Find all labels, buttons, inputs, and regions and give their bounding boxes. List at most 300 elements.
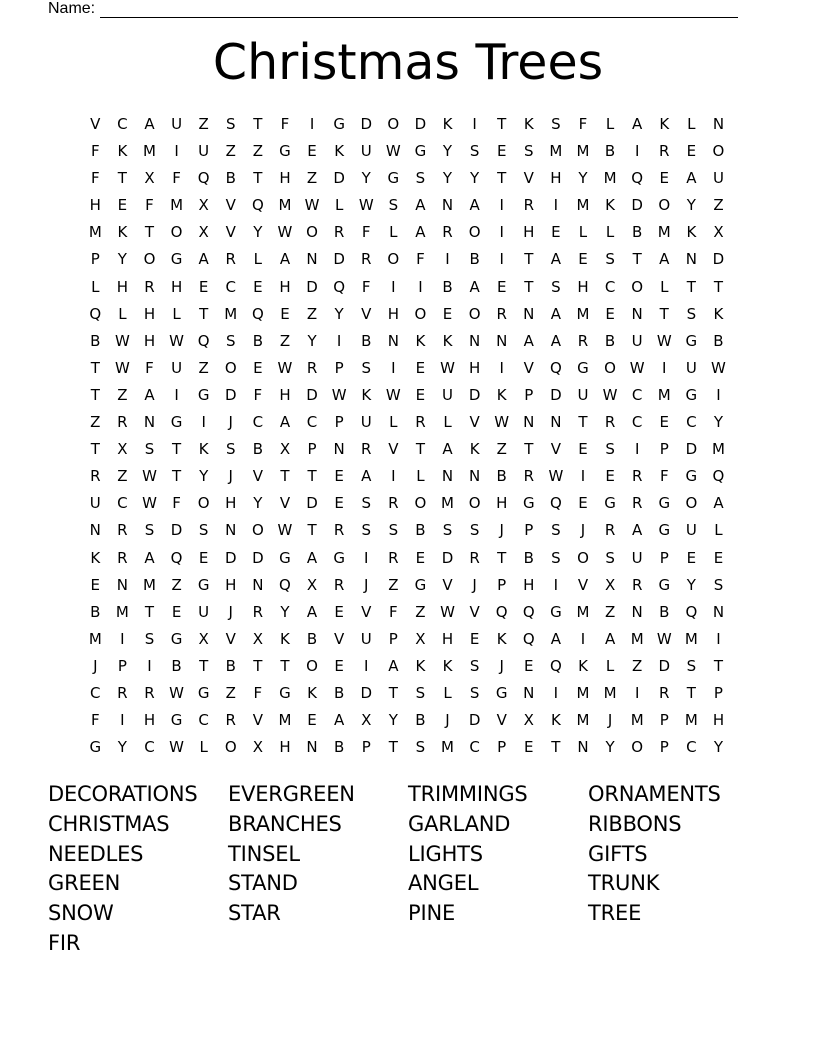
grid-letter: Q bbox=[495, 602, 509, 621]
grid-letter: S bbox=[469, 656, 480, 675]
grid-letter: A bbox=[632, 115, 643, 133]
grid-letter: A bbox=[361, 467, 372, 486]
word-list-item: SNOW bbox=[48, 901, 114, 926]
grid-letter: A bbox=[686, 169, 697, 188]
grid-letter: Q bbox=[279, 575, 292, 594]
grid-letter: Z bbox=[306, 169, 318, 188]
grid-letter: O bbox=[251, 521, 265, 540]
grid-letter: S bbox=[144, 440, 155, 459]
grid-letter: A bbox=[659, 250, 670, 269]
grid-letter: M bbox=[657, 223, 672, 242]
grid-letter: R bbox=[252, 602, 264, 621]
grid-letter: N bbox=[631, 304, 644, 323]
grid-letter: R bbox=[577, 331, 589, 350]
grid-letter: S bbox=[415, 169, 426, 188]
grid-letter: A bbox=[279, 250, 291, 269]
word-list-item: BRANCHES bbox=[228, 811, 342, 836]
grid-letter: T bbox=[686, 683, 697, 702]
grid-letter: H bbox=[496, 494, 508, 513]
grid-letter: T bbox=[253, 115, 263, 133]
grid-letter: W bbox=[277, 521, 293, 540]
grid-letter: N bbox=[441, 467, 454, 486]
grid-letter: R bbox=[604, 413, 616, 432]
grid-letter: N bbox=[306, 250, 319, 269]
grid-letter: A bbox=[415, 196, 427, 215]
grid-letter: Z bbox=[604, 602, 616, 621]
grid-letter: H bbox=[143, 331, 156, 350]
grid-letter: Y bbox=[470, 169, 480, 188]
grid-letter: G bbox=[577, 358, 590, 377]
grid-letter: Q bbox=[549, 494, 563, 513]
grid-letter: W bbox=[440, 358, 456, 377]
grid-letter: Y bbox=[442, 142, 453, 161]
grid-letter: R bbox=[90, 467, 102, 486]
grid-letter: H bbox=[279, 385, 292, 404]
grid-letter: F bbox=[253, 683, 263, 702]
grid-letter: S bbox=[551, 521, 562, 540]
grid-letter: G bbox=[170, 711, 183, 730]
grid-letter: H bbox=[225, 494, 237, 513]
grid-letter: X bbox=[252, 629, 264, 648]
grid-letter: I bbox=[309, 115, 315, 133]
grid-letter: X bbox=[604, 575, 616, 594]
grid-letter: K bbox=[280, 629, 291, 648]
grid-letter: Q bbox=[170, 548, 183, 567]
grid-letter: S bbox=[551, 115, 562, 133]
grid-letter: Z bbox=[171, 575, 183, 594]
grid-letter: I bbox=[553, 575, 559, 594]
grid-letter: Y bbox=[686, 575, 697, 594]
grid-letter: K bbox=[496, 385, 508, 404]
grid-letter: S bbox=[361, 494, 372, 513]
grid-letter: S bbox=[144, 629, 155, 648]
grid-letter: G bbox=[387, 169, 400, 188]
grid-letter: T bbox=[497, 115, 507, 133]
letter-grid bbox=[82, 114, 732, 764]
grid-letter: E bbox=[686, 548, 697, 567]
grid-letter: Q bbox=[197, 169, 211, 188]
grid-letter: P bbox=[90, 250, 101, 269]
grid-letter: L bbox=[714, 521, 724, 540]
grid-letter: S bbox=[713, 575, 724, 594]
grid-letter: C bbox=[604, 277, 616, 296]
grid-letter: I bbox=[391, 467, 397, 486]
grid-letter: N bbox=[441, 196, 454, 215]
grid-letter: F bbox=[659, 467, 670, 486]
grid-letter: W bbox=[440, 602, 456, 621]
grid-letter: K bbox=[198, 440, 210, 459]
word-list-item: TREE bbox=[588, 901, 642, 926]
grid-letter: X bbox=[198, 223, 210, 242]
grid-letter: M bbox=[549, 142, 563, 161]
grid-letter: F bbox=[90, 169, 101, 188]
grid-letter: M bbox=[603, 683, 618, 702]
grid-letter: G bbox=[197, 575, 210, 594]
grid-letter: I bbox=[364, 656, 369, 675]
grid-letter: Q bbox=[89, 304, 102, 323]
grid-letter: O bbox=[604, 358, 617, 377]
grid-letter: C bbox=[198, 711, 210, 730]
grid-letter: Q bbox=[712, 467, 725, 486]
grid-letter: B bbox=[713, 331, 725, 350]
grid-letter: P bbox=[497, 738, 507, 757]
grid-letter: H bbox=[468, 358, 481, 377]
grid-letter: S bbox=[524, 142, 535, 161]
grid-letter: E bbox=[171, 602, 182, 621]
grid-letter: N bbox=[468, 467, 481, 486]
grid-letter: X bbox=[523, 711, 535, 730]
grid-letter: B bbox=[171, 656, 183, 675]
word-list-item: CHRISTMAS bbox=[48, 811, 170, 836]
grid-letter: S bbox=[551, 548, 562, 567]
grid-letter: W bbox=[629, 358, 646, 377]
grid-letter: Y bbox=[280, 602, 291, 621]
grid-letter: M bbox=[657, 385, 672, 404]
grid-letter: C bbox=[117, 494, 129, 513]
grid-letter: A bbox=[388, 656, 399, 675]
word-list-item: RIBBONS bbox=[588, 811, 682, 836]
grid-letter: X bbox=[713, 223, 725, 242]
grid-letter: V bbox=[496, 711, 508, 730]
word-list-item: GARLAND bbox=[408, 811, 511, 836]
grid-letter: O bbox=[387, 250, 400, 269]
grid-letter: R bbox=[631, 575, 643, 594]
grid-letter: E bbox=[307, 142, 318, 161]
grid-letter: J bbox=[607, 711, 613, 730]
grid-letter: E bbox=[334, 467, 345, 486]
grid-letter: M bbox=[143, 575, 157, 594]
grid-letter: P bbox=[659, 711, 670, 730]
grid-letter: M bbox=[576, 683, 590, 702]
grid-letter: J bbox=[499, 656, 505, 675]
grid-letter: K bbox=[442, 331, 453, 350]
grid-letter: V bbox=[334, 629, 345, 648]
grid-letter: O bbox=[414, 494, 427, 513]
grid-letter: E bbox=[713, 548, 724, 567]
word-list-item: GREEN bbox=[48, 871, 121, 896]
grid-letter: U bbox=[360, 413, 373, 432]
word-list-item: ANGEL bbox=[408, 871, 479, 896]
grid-letter: T bbox=[632, 250, 643, 269]
grid-letter: H bbox=[143, 304, 156, 323]
grid-letter: R bbox=[117, 683, 129, 702]
grid-letter: K bbox=[117, 142, 128, 161]
grid-letter: N bbox=[116, 575, 129, 594]
grid-letter: B bbox=[496, 467, 508, 486]
grid-letter: R bbox=[631, 467, 643, 486]
grid-letter: D bbox=[170, 521, 183, 540]
grid-letter: I bbox=[364, 548, 369, 567]
grid-letter: K bbox=[361, 385, 372, 404]
grid-letter: E bbox=[198, 548, 209, 567]
grid-letter: W bbox=[169, 683, 185, 702]
grid-letter: O bbox=[658, 196, 671, 215]
grid-letter: Y bbox=[713, 413, 724, 432]
grid-letter: E bbox=[198, 277, 209, 296]
grid-letter: S bbox=[388, 521, 399, 540]
grid-letter: W bbox=[114, 331, 131, 350]
grid-letter: Q bbox=[333, 277, 346, 296]
grid-letter: T bbox=[307, 467, 318, 486]
grid-letter: B bbox=[659, 602, 670, 621]
grid-letter: M bbox=[224, 304, 238, 323]
grid-letter: J bbox=[228, 602, 234, 621]
grid-letter: Y bbox=[117, 250, 128, 269]
grid-letter: K bbox=[90, 548, 101, 567]
grid-letter: C bbox=[225, 277, 237, 296]
grid-letter: F bbox=[90, 711, 101, 730]
grid-letter: O bbox=[387, 115, 400, 133]
grid-letter: W bbox=[169, 738, 185, 757]
grid-letter: D bbox=[468, 385, 481, 404]
grid-letter: V bbox=[550, 440, 562, 459]
grid-letter: I bbox=[391, 358, 397, 377]
grid-letter: J bbox=[472, 575, 478, 594]
grid-letter: R bbox=[144, 277, 156, 296]
word-list-item: FIR bbox=[48, 930, 81, 955]
grid-letter: U bbox=[360, 629, 373, 648]
grid-letter: I bbox=[472, 115, 478, 133]
grid-letter: N bbox=[306, 738, 319, 757]
grid-letter: E bbox=[334, 602, 345, 621]
grid-letter: A bbox=[306, 602, 318, 621]
grid-letter: A bbox=[306, 548, 318, 567]
grid-letter: K bbox=[605, 196, 616, 215]
grid-letter: V bbox=[225, 196, 237, 215]
grid-letter: Z bbox=[90, 413, 101, 432]
grid-letter: H bbox=[523, 575, 535, 594]
grid-letter: U bbox=[171, 115, 183, 133]
grid-letter: U bbox=[631, 548, 644, 567]
grid-letter: U bbox=[712, 169, 725, 188]
grid-letter: V bbox=[577, 575, 589, 594]
grid-letter: P bbox=[334, 413, 345, 432]
grid-letter: K bbox=[523, 115, 535, 133]
grid-letter: Z bbox=[632, 656, 643, 675]
grid-letter: O bbox=[197, 494, 211, 513]
grid-letter: I bbox=[445, 250, 451, 269]
grid-letter: T bbox=[199, 304, 209, 323]
grid-letter: I bbox=[553, 683, 559, 702]
grid-letter: V bbox=[225, 223, 237, 242]
grid-letter: F bbox=[172, 494, 182, 513]
grid-letter: T bbox=[144, 223, 155, 242]
grid-letter: V bbox=[90, 115, 101, 133]
name-blank-line[interactable] bbox=[100, 3, 738, 18]
grid-letter: M bbox=[711, 440, 726, 459]
word-list-item: STAND bbox=[228, 871, 298, 896]
grid-letter: V bbox=[469, 602, 481, 621]
grid-letter: K bbox=[550, 711, 562, 730]
grid-letter: Z bbox=[225, 683, 237, 702]
grid-letter: V bbox=[361, 304, 372, 323]
grid-letter: G bbox=[197, 683, 210, 702]
grid-letter: Z bbox=[117, 385, 129, 404]
grid-letter: A bbox=[144, 548, 156, 567]
grid-letter: L bbox=[578, 223, 588, 242]
grid-letter: X bbox=[279, 440, 291, 459]
grid-letter: K bbox=[415, 331, 426, 350]
grid-letter: T bbox=[524, 250, 534, 269]
grid-letter: S bbox=[469, 142, 480, 161]
grid-letter: S bbox=[605, 250, 616, 269]
grid-letter: I bbox=[174, 142, 180, 161]
grid-letter: T bbox=[524, 440, 534, 459]
grid-letter: M bbox=[576, 142, 590, 161]
grid-letter: D bbox=[333, 250, 346, 269]
grid-letter: Q bbox=[197, 331, 211, 350]
grid-letter: Q bbox=[251, 304, 265, 323]
grid-letter: L bbox=[443, 413, 453, 432]
grid-letter: W bbox=[494, 413, 510, 432]
grid-letter: S bbox=[226, 331, 237, 350]
grid-letter: A bbox=[523, 331, 535, 350]
grid-letter: G bbox=[522, 494, 536, 513]
grid-letter: M bbox=[576, 711, 590, 730]
grid-letter: G bbox=[89, 738, 102, 757]
grid-letter: R bbox=[117, 521, 129, 540]
grid-letter: R bbox=[388, 494, 400, 513]
grid-letter: N bbox=[523, 413, 535, 432]
grid-letter: T bbox=[713, 656, 724, 675]
grid-letter: T bbox=[551, 738, 561, 757]
grid-letter: E bbox=[524, 738, 535, 757]
grid-letter: P bbox=[713, 683, 724, 702]
word-list-item: TRUNK bbox=[588, 871, 660, 896]
grid-letter: G bbox=[333, 115, 346, 133]
grid-letter: F bbox=[578, 115, 588, 133]
grid-letter: B bbox=[90, 602, 101, 621]
grid-letter: B bbox=[306, 629, 318, 648]
grid-letter: M bbox=[143, 142, 157, 161]
grid-letter: T bbox=[144, 602, 155, 621]
grid-letter: M bbox=[441, 738, 455, 757]
grid-letter: X bbox=[415, 629, 427, 648]
grid-letter: O bbox=[631, 738, 644, 757]
grid-letter: Y bbox=[605, 738, 616, 757]
grid-letter: G bbox=[550, 602, 563, 621]
grid-letter: Q bbox=[631, 169, 644, 188]
grid-letter: O bbox=[306, 656, 319, 675]
grid-letter: M bbox=[576, 304, 590, 323]
grid-letter: I bbox=[147, 656, 153, 675]
grid-letter: W bbox=[142, 494, 158, 513]
grid-letter: R bbox=[117, 413, 129, 432]
grid-letter: D bbox=[224, 548, 238, 567]
grid-letter: U bbox=[360, 142, 373, 161]
grid-letter: B bbox=[632, 223, 643, 242]
grid-letter: D bbox=[550, 385, 563, 404]
grid-letter: C bbox=[144, 738, 156, 757]
grid-letter: V bbox=[388, 440, 399, 459]
grid-letter: H bbox=[577, 277, 590, 296]
grid-letter: H bbox=[441, 629, 454, 648]
grid-letter: E bbox=[90, 575, 101, 594]
grid-letter: Y bbox=[442, 169, 453, 188]
word-list-item: TINSEL bbox=[228, 841, 300, 866]
grid-letter: V bbox=[252, 467, 264, 486]
grid-letter: S bbox=[469, 521, 480, 540]
grid-letter: T bbox=[388, 738, 399, 757]
grid-letter: D bbox=[306, 385, 319, 404]
grid-letter: S bbox=[605, 440, 616, 459]
grid-letter: R bbox=[333, 575, 345, 594]
grid-letter: M bbox=[603, 169, 618, 188]
grid-letter: R bbox=[523, 196, 535, 215]
grid-letter: I bbox=[553, 196, 559, 215]
grid-letter: Y bbox=[334, 304, 345, 323]
grid-letter: D bbox=[333, 169, 346, 188]
grid-letter: C bbox=[686, 413, 698, 432]
grid-letter: V bbox=[523, 169, 535, 188]
grid-letter: I bbox=[174, 385, 180, 404]
grid-letter: Y bbox=[253, 494, 263, 513]
grid-letter: S bbox=[198, 521, 209, 540]
grid-letter: A bbox=[442, 440, 454, 459]
grid-letter: U bbox=[442, 385, 454, 404]
grid-letter: K bbox=[469, 440, 481, 459]
grid-letter: A bbox=[279, 413, 291, 432]
grid-letter: R bbox=[523, 467, 535, 486]
word-list-item: EVERGREEN bbox=[228, 782, 355, 806]
grid-letter: Q bbox=[522, 629, 536, 648]
grid-letter: R bbox=[306, 358, 318, 377]
grid-letter: M bbox=[278, 196, 292, 215]
grid-letter: I bbox=[201, 413, 207, 432]
grid-letter: U bbox=[198, 142, 210, 161]
grid-letter: J bbox=[580, 521, 586, 540]
grid-letter: M bbox=[170, 196, 184, 215]
grid-letter: P bbox=[117, 656, 128, 675]
grid-letter: B bbox=[604, 331, 616, 350]
grid-letter: L bbox=[687, 115, 697, 133]
grid-letter: N bbox=[143, 413, 156, 432]
grid-letter: Y bbox=[713, 738, 724, 757]
grid-letter: J bbox=[228, 467, 234, 486]
grid-letter: A bbox=[415, 223, 427, 242]
grid-letter: Y bbox=[199, 467, 209, 486]
grid-letter: F bbox=[90, 142, 101, 161]
grid-letter: R bbox=[225, 250, 237, 269]
grid-letter: E bbox=[496, 142, 507, 161]
grid-letter: E bbox=[659, 413, 670, 432]
grid-letter: F bbox=[280, 115, 290, 133]
grid-letter: W bbox=[548, 467, 564, 486]
grid-letter: Q bbox=[522, 602, 536, 621]
grid-letter: W bbox=[385, 385, 402, 404]
grid-letter: N bbox=[468, 331, 481, 350]
grid-letter: A bbox=[469, 277, 481, 296]
word-list-item: PINE bbox=[408, 901, 456, 926]
grid-letter: C bbox=[631, 385, 643, 404]
grid-letter: B bbox=[415, 711, 427, 730]
grid-letter: W bbox=[277, 223, 293, 242]
grid-letter: G bbox=[170, 413, 183, 432]
grid-letter: H bbox=[387, 304, 400, 323]
grid-letter: S bbox=[361, 358, 372, 377]
grid-letter: O bbox=[468, 223, 482, 242]
grid-letter: G bbox=[685, 331, 698, 350]
grid-letter: K bbox=[496, 629, 508, 648]
grid-letter: L bbox=[334, 196, 344, 215]
grid-letter: S bbox=[686, 304, 697, 323]
grid-letter: L bbox=[91, 277, 100, 296]
grid-letter: C bbox=[252, 413, 264, 432]
grid-letter: D bbox=[712, 250, 725, 269]
grid-letter: O bbox=[468, 304, 482, 323]
grid-letter: M bbox=[441, 494, 455, 513]
grid-letter: R bbox=[415, 413, 427, 432]
